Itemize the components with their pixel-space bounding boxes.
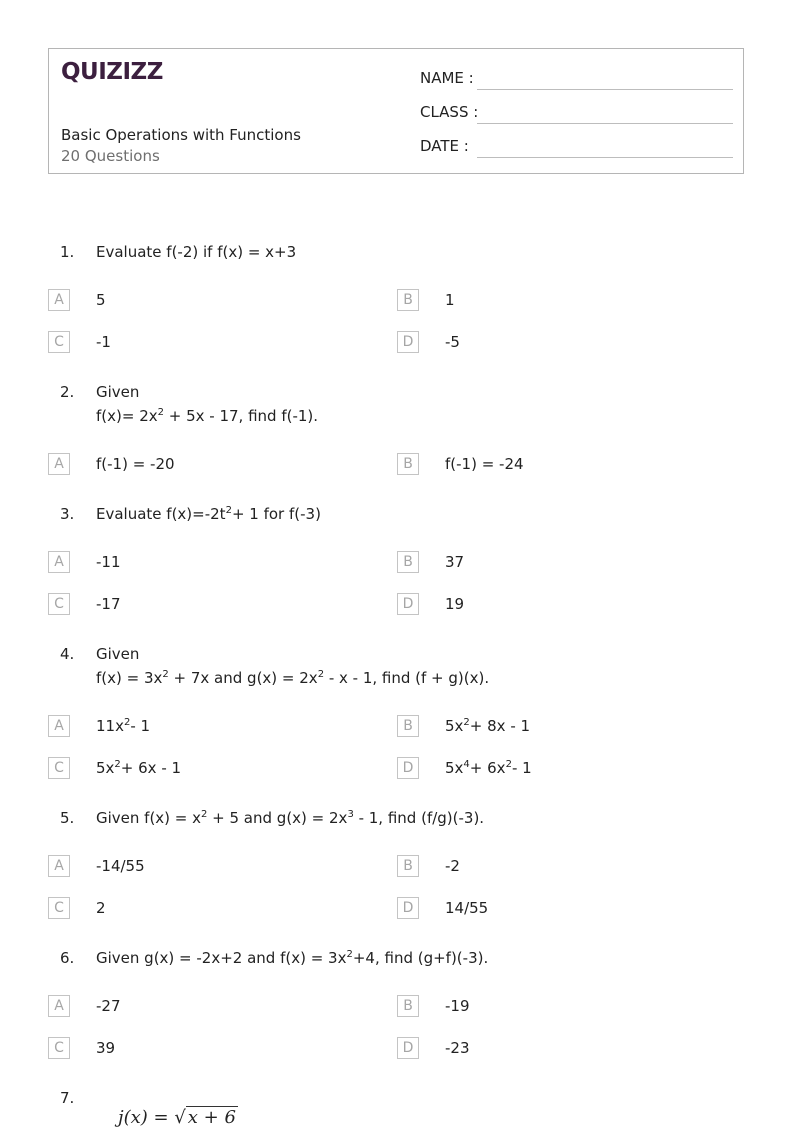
question-text <box>96 642 489 690</box>
sqrt-symbol: √ <box>174 1107 186 1128</box>
question-number: 5. <box>60 809 75 827</box>
option-letter-box[interactable]: C <box>48 897 70 919</box>
option-letter-box[interactable]: A <box>48 715 70 737</box>
option-letter-box[interactable]: C <box>48 593 70 615</box>
option-text: -5 <box>445 333 460 351</box>
option-text: 5 <box>96 291 106 309</box>
option-text: f(-1) = -24 <box>445 455 524 473</box>
question-line: Given <box>96 645 140 663</box>
question-number: 6. <box>60 949 75 967</box>
option-text: -17 <box>96 595 121 613</box>
option-letter-box[interactable]: D <box>397 331 419 353</box>
worksheet-title: Basic Operations with Functions <box>61 126 301 144</box>
name-line <box>477 89 733 90</box>
option-text: 39 <box>96 1039 116 1057</box>
option-letter-box[interactable]: B <box>397 855 419 877</box>
option-letter-box[interactable]: B <box>397 453 419 475</box>
option-letter-box[interactable]: A <box>48 551 70 573</box>
option-text: $5x^2+ 8x - 1$ <box>445 717 531 735</box>
option-text: 1 <box>445 291 455 309</box>
option-text: -1 <box>96 333 111 351</box>
option-letter-box[interactable]: B <box>397 289 419 311</box>
question-text: Evaluate $f(x)=-2t^2+ 1$ for f(-3) <box>96 505 321 523</box>
option-letter-box[interactable]: A <box>48 289 70 311</box>
math-expression: j(x) = √ x + 6 <box>118 1107 236 1128</box>
question-number: 2. <box>60 383 75 401</box>
option-text: 14/55 <box>445 899 489 917</box>
option-text: 2 <box>96 899 106 917</box>
question-text: Given g(x) = -2x+2 and $f(x) = 3x^2+4$, find (g+f)(-3). <box>96 949 489 967</box>
option-text: -27 <box>96 997 121 1015</box>
option-text: $5x^4+ 6x^2-$ 1 <box>445 759 532 777</box>
option-text: 19 <box>445 595 465 613</box>
question-number: 3. <box>60 505 75 523</box>
question-text: Evaluate f(-2) if f(x) = x+3 <box>96 243 297 261</box>
date-label: DATE : <box>420 137 469 155</box>
worksheet-header <box>48 48 744 174</box>
date-line <box>477 157 733 158</box>
question-number: 4. <box>60 645 75 663</box>
option-letter-box[interactable]: C <box>48 757 70 779</box>
option-letter-box[interactable]: B <box>397 995 419 1017</box>
option-letter-box[interactable]: A <box>48 855 70 877</box>
option-letter-box[interactable]: C <box>48 331 70 353</box>
option-letter-box[interactable]: B <box>397 551 419 573</box>
name-label: NAME : <box>420 69 474 87</box>
option-letter-box[interactable]: D <box>397 1037 419 1059</box>
option-letter-box[interactable]: D <box>397 593 419 615</box>
question-count: 20 Questions <box>61 147 160 165</box>
option-letter-box[interactable]: D <box>397 757 419 779</box>
option-letter-box[interactable]: A <box>48 995 70 1017</box>
option-letter-box[interactable]: B <box>397 715 419 737</box>
question-text <box>96 380 318 428</box>
question-number: 1. <box>60 243 75 261</box>
option-text: -2 <box>445 857 460 875</box>
option-text: -14/55 <box>96 857 145 875</box>
question-line: Given <box>96 383 140 401</box>
option-text: $11x^2-$ 1 <box>96 717 151 735</box>
class-label: CLASS : <box>420 103 479 121</box>
class-line <box>477 123 733 124</box>
option-text: -11 <box>96 553 121 571</box>
question-line: $f(x)= 2x^2 + 5x - 17$, find f(-1). <box>96 407 319 425</box>
option-letter-box[interactable]: A <box>48 453 70 475</box>
option-text: $5x^2+ 6x - 1$ <box>96 759 182 777</box>
option-text: 37 <box>445 553 465 571</box>
option-text: -23 <box>445 1039 470 1057</box>
question-text: Given $f(x) = x^2 + 5$ and $g(x) = 2x^3 - 1$, find (f/g)(-3). <box>96 809 485 827</box>
question-line: $f(x) = 3x^2 + 7x$ and $g(x) = 2x^2 - x - 1$, find (f + g)(x). <box>96 669 490 687</box>
option-text: f(-1) = -20 <box>96 455 175 473</box>
question-number: 7. <box>60 1089 75 1107</box>
option-letter-box[interactable]: C <box>48 1037 70 1059</box>
quizizz-logo: QUIZIZZ <box>61 59 163 85</box>
option-letter-box[interactable]: D <box>397 897 419 919</box>
option-text: -19 <box>445 997 470 1015</box>
